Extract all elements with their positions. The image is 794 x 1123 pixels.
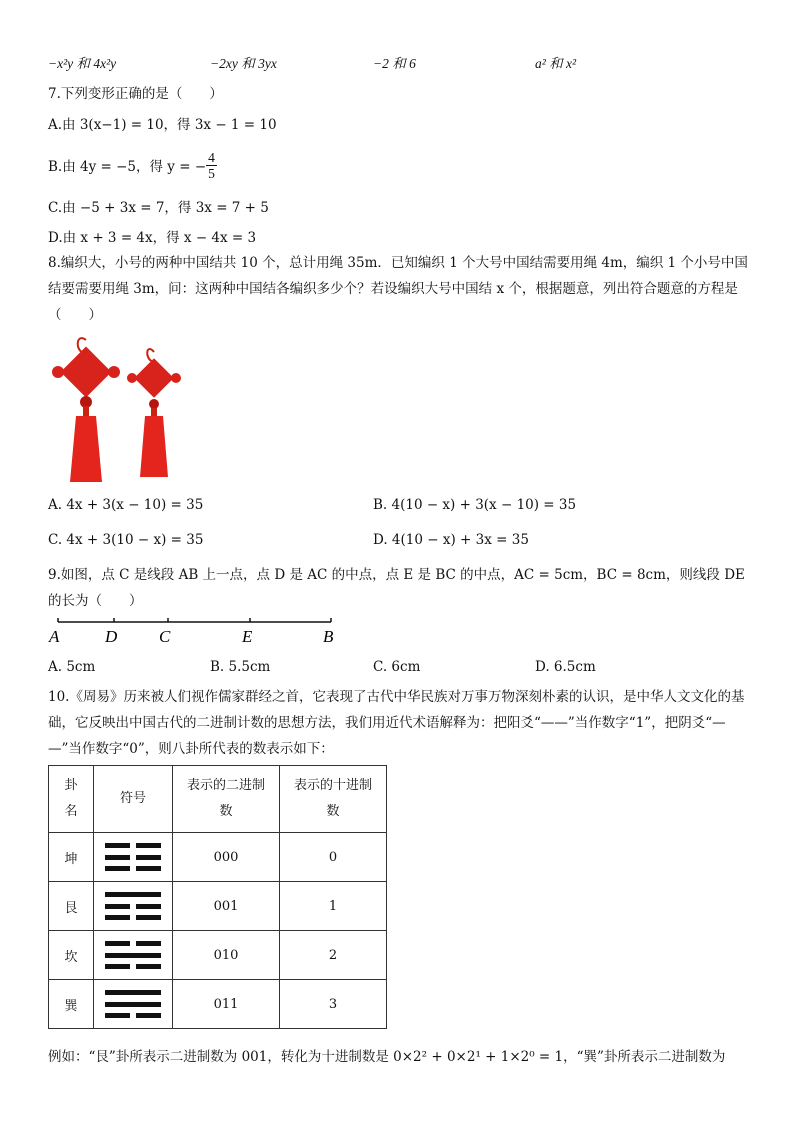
- table-row: [49, 980, 387, 1029]
- table-header-row: [49, 766, 387, 833]
- q7-option-c: C.由 −5 + 3x = 7，得 3x = 7 + 5: [48, 200, 269, 216]
- q8-option-a: A. 4x + 3(x − 10) = 35: [48, 497, 204, 513]
- gua-symbol-kan: [94, 931, 173, 980]
- segment-diagram: [46, 614, 346, 650]
- q10-example: 例如：“艮”卦所表示二进制数为 001，转化为十进制数是 0×2² + 0×2¹ + 1×2⁰ = 1，“巽”卦所表示二进制数为: [48, 1049, 726, 1065]
- decimal-value: 2: [280, 931, 387, 980]
- gua-name: 巽: [49, 980, 94, 1029]
- header-decimal: 表示的十进制数: [280, 766, 387, 833]
- binary-value: 001: [173, 882, 280, 931]
- fraction-denominator: 5: [208, 165, 215, 181]
- header-symbol: 符号: [94, 766, 173, 833]
- decimal-value: 3: [280, 980, 387, 1029]
- point-a-label: A: [49, 627, 60, 646]
- gua-name: 艮: [49, 882, 94, 931]
- q6-option-a: −x²y 和 4x²y: [48, 56, 117, 71]
- decimal-value: 1: [280, 882, 387, 931]
- q7-option-d: D.由 x + 3 = 4x，得 x − 4x = 3: [48, 230, 257, 246]
- point-d-label: D: [105, 627, 118, 646]
- q10-stem: 10.《周易》历来被人们视作儒家群经之首，它表现了古代中华民族对万事万物深刻朴素的认识，是中华人文文化的基础，它反映出中国古代的二进制计数的思想方法，我们用近代术语解释为：把阳爻“——”当作数字“1”，把阴爻“— —”当作数字“0”，则八卦所代表的数表示如下：: [48, 689, 745, 757]
- fraction-numerator: 4: [208, 149, 215, 165]
- chinese-knot-illustration: [46, 332, 194, 482]
- q9-option-c: C. 6cm: [373, 659, 421, 675]
- gua-symbol-kun: [94, 833, 173, 882]
- q9-option-a: A. 5cm: [48, 659, 96, 675]
- header-binary: 表示的二进制数: [173, 766, 280, 833]
- point-e-label: E: [242, 627, 253, 646]
- binary-value: 010: [173, 931, 280, 980]
- binary-value: 000: [173, 833, 280, 882]
- bagua-table: [48, 765, 387, 1029]
- point-b-label: B: [323, 627, 334, 646]
- q8-option-c: C. 4x + 3(10 − x) = 35: [48, 532, 204, 548]
- header-gua-name: 卦名: [49, 766, 94, 833]
- gua-symbol-xun: [94, 980, 173, 1029]
- table-row: [49, 931, 387, 980]
- q7-stem: 7.下列变形正确的是（ ）: [48, 86, 223, 102]
- table-row: [49, 882, 387, 931]
- gua-symbol-gen: [94, 882, 173, 931]
- gua-name: 坎: [49, 931, 94, 980]
- q8-option-b: B. 4(10 − x) + 3(x − 10) = 35: [373, 497, 577, 513]
- q9-stem: 9.如图，点 C 是线段 AB 上一点，点 D 是 AC 的中点，点 E 是 BC 的中点，AC = 5cm，BC = 8cm，则线段 DE 的长为（ ）: [48, 567, 745, 609]
- point-c-label: C: [159, 627, 171, 646]
- binary-value: 011: [173, 980, 280, 1029]
- q6-option-d: a² 和 x²: [535, 56, 577, 71]
- segment-diagram-svg: [46, 614, 346, 650]
- q6-option-c: −2 和 6: [373, 56, 416, 71]
- q9-option-b: B. 5.5cm: [210, 659, 271, 675]
- gua-name: 坤: [49, 833, 94, 882]
- q8-option-d: D. 4(10 − x) + 3x = 35: [373, 532, 529, 548]
- q7-option-b-fraction: [206, 150, 217, 181]
- q7-option-b-text: B.由 4y = −5，得 y = −: [48, 159, 207, 175]
- q7-option-a: A.由 3(x−1) = 10，得 3x − 1 = 10: [48, 117, 277, 133]
- q6-option-b: −2xy 和 3yx: [210, 56, 277, 71]
- q7-option-b: [48, 145, 217, 185]
- decimal-value: 0: [280, 833, 387, 882]
- q8-stem: 8.编织大，小号的两种中国结共 10 个，总计用绳 35m．已知编织 1 个大号中国结需要用绳 4m，编织 1 个小号中国结要需要用绳 3m，问：这两种中国结各编织多少个？若设编织大号中国结 x 个，根据题意，列出符合题意的方程是（ ）: [48, 255, 748, 323]
- table-row: [49, 833, 387, 882]
- chinese-knot-image: [46, 332, 194, 482]
- q9-option-d: D. 6.5cm: [535, 659, 596, 675]
